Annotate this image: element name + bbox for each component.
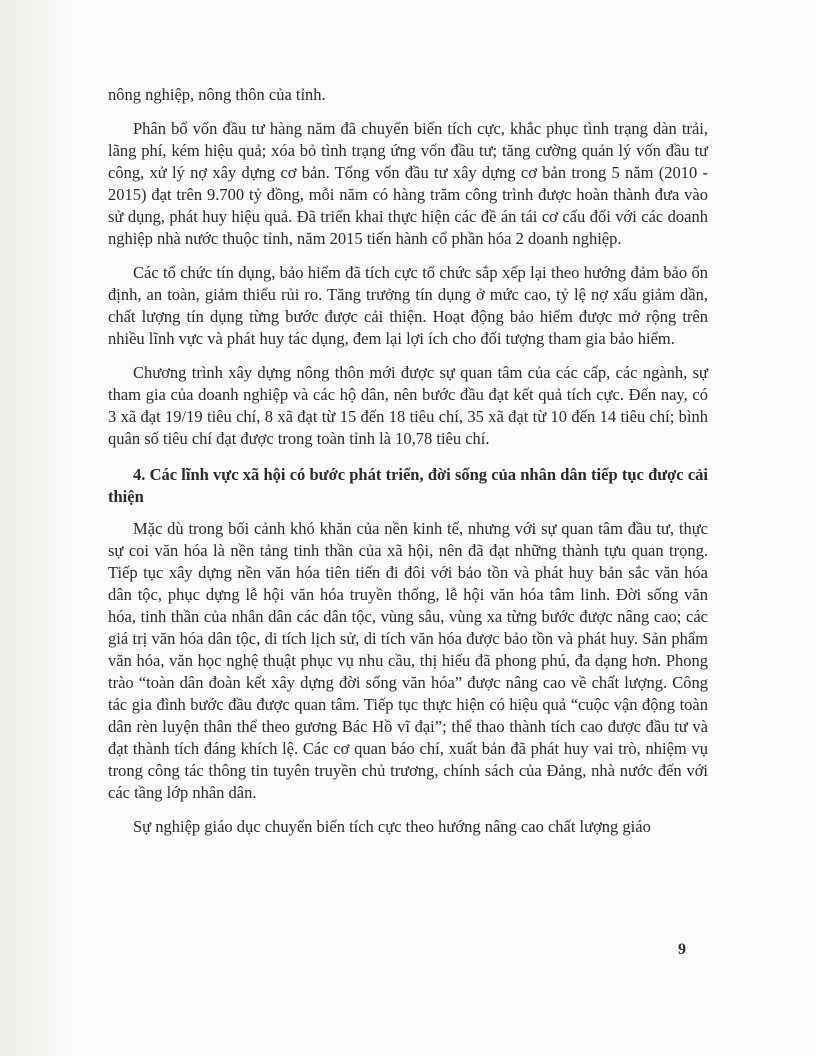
paragraph-credit-insurance: Các tổ chức tín dụng, bảo hiểm đã tích cực tổ chức sắp xếp lại theo hướng đảm bảo ổn định, an toàn, giảm thiểu rủi ro. Tăng trưởng tín dụng ở mức cao, tỷ lệ nợ xấu giảm dần, chất lượng tín dụng từng bước được cải thiện. Hoạt động bảo hiểm được mở rộng trên nhiều lĩnh vực và phát huy tác dụng, đem lại lợi ích cho đối tượng tham gia bảo hiểm.	[108, 263, 708, 348]
paragraph-investment: Phân bổ vốn đầu tư hàng năm đã chuyển biến tích cực, khắc phục tình trạng dàn trải, lãng phí, kém hiệu quả; xóa bỏ tình trạng ứng vốn đầu tư; tăng cường quản lý vốn đầu tư công, xử lý nợ xây dựng cơ bản. Tổng vốn đầu tư xây dựng cơ bản trong 5 năm (2010 - 2015) đạt trên 9.700 tỷ đồng, mỗi năm có hàng trăm công trình được hoàn thành đưa vào sử dụng, phát huy hiệu quả. Đã triển khai thực hiện các đề án tái cơ cấu đối với các doanh nghiệp nhà nước thuộc tỉnh, năm 2015 tiến hành cổ phần hóa 2 doanh nghiệp.	[108, 119, 708, 248]
paragraph-culture: Mặc dù trong bối cảnh khó khăn của nền kinh tế, nhưng với sự quan tâm đầu tư, thực sự coi văn hóa là nền tảng tinh thần của xã hội, nên đã đạt những thành tựu quan trọng. Tiếp tục xây dựng nền văn hóa tiên tiến đi đôi với bảo tồn và phát huy bản sắc văn hóa dân tộc, phục dựng lễ hội văn hóa truyền thống, lễ hội văn hóa tâm linh. Đời sống văn hóa, tinh thần của nhân dân các dân tộc, vùng sâu, vùng xa từng bước được nâng cao; các giá trị văn hóa dân tộc, di tích lịch sử, di tích văn hóa được bảo tồn và phát huy. Sản phẩm văn hóa, văn học nghệ thuật phục vụ nhu cầu, thị hiếu đã phong phú, đa dạng hơn. Phong trào “toàn dân đoàn kết xây dựng đời sống văn hóa” được nâng cao về chất lượng. Công tác gia đình bước đầu được quan tâm. Tiếp tục thực hiện có hiệu quả “cuộc vận động toàn dân rèn luyện thân thể theo gương Bác Hồ vĩ đại”; thể thao thành tích cao được đầu tư và đạt thành tích đáng khích lệ. Các cơ quan báo chí, xuất bản đã phát huy vai trò, nhiệm vụ trong công tác thông tin tuyên truyền chủ trương, chính sách của Đảng, nhà nước đến với các tầng lớp nhân dân.	[108, 519, 708, 802]
section-heading: 4. Các lĩnh vực xã hội có bước phát triển, đời sống của nhân dân tiếp tục được cải thiện	[108, 465, 708, 506]
page-content	[108, 84, 708, 838]
paragraph-new-rural: Chương trình xây dựng nông thôn mới được sự quan tâm của các cấp, các ngành, sự tham gia của doanh nghiệp và các hộ dân, nên bước đầu đạt kết quả tích cực. Đến nay, có 3 xã đạt 19/19 tiêu chí, 8 xã đạt từ 15 đến 18 tiêu chí, 35 xã đạt từ 10 đến 14 tiêu chí; bình quân số tiêu chí đạt được trong toàn tỉnh là 10,78 tiêu chí.	[108, 363, 708, 448]
paragraph-education: Sự nghiệp giáo dục chuyển biến tích cực theo hướng nâng cao chất lượng giáo	[133, 817, 651, 836]
paragraph-continuation: nông nghiệp, nông thôn của tỉnh.	[108, 85, 326, 104]
page-number: 9	[678, 941, 686, 958]
